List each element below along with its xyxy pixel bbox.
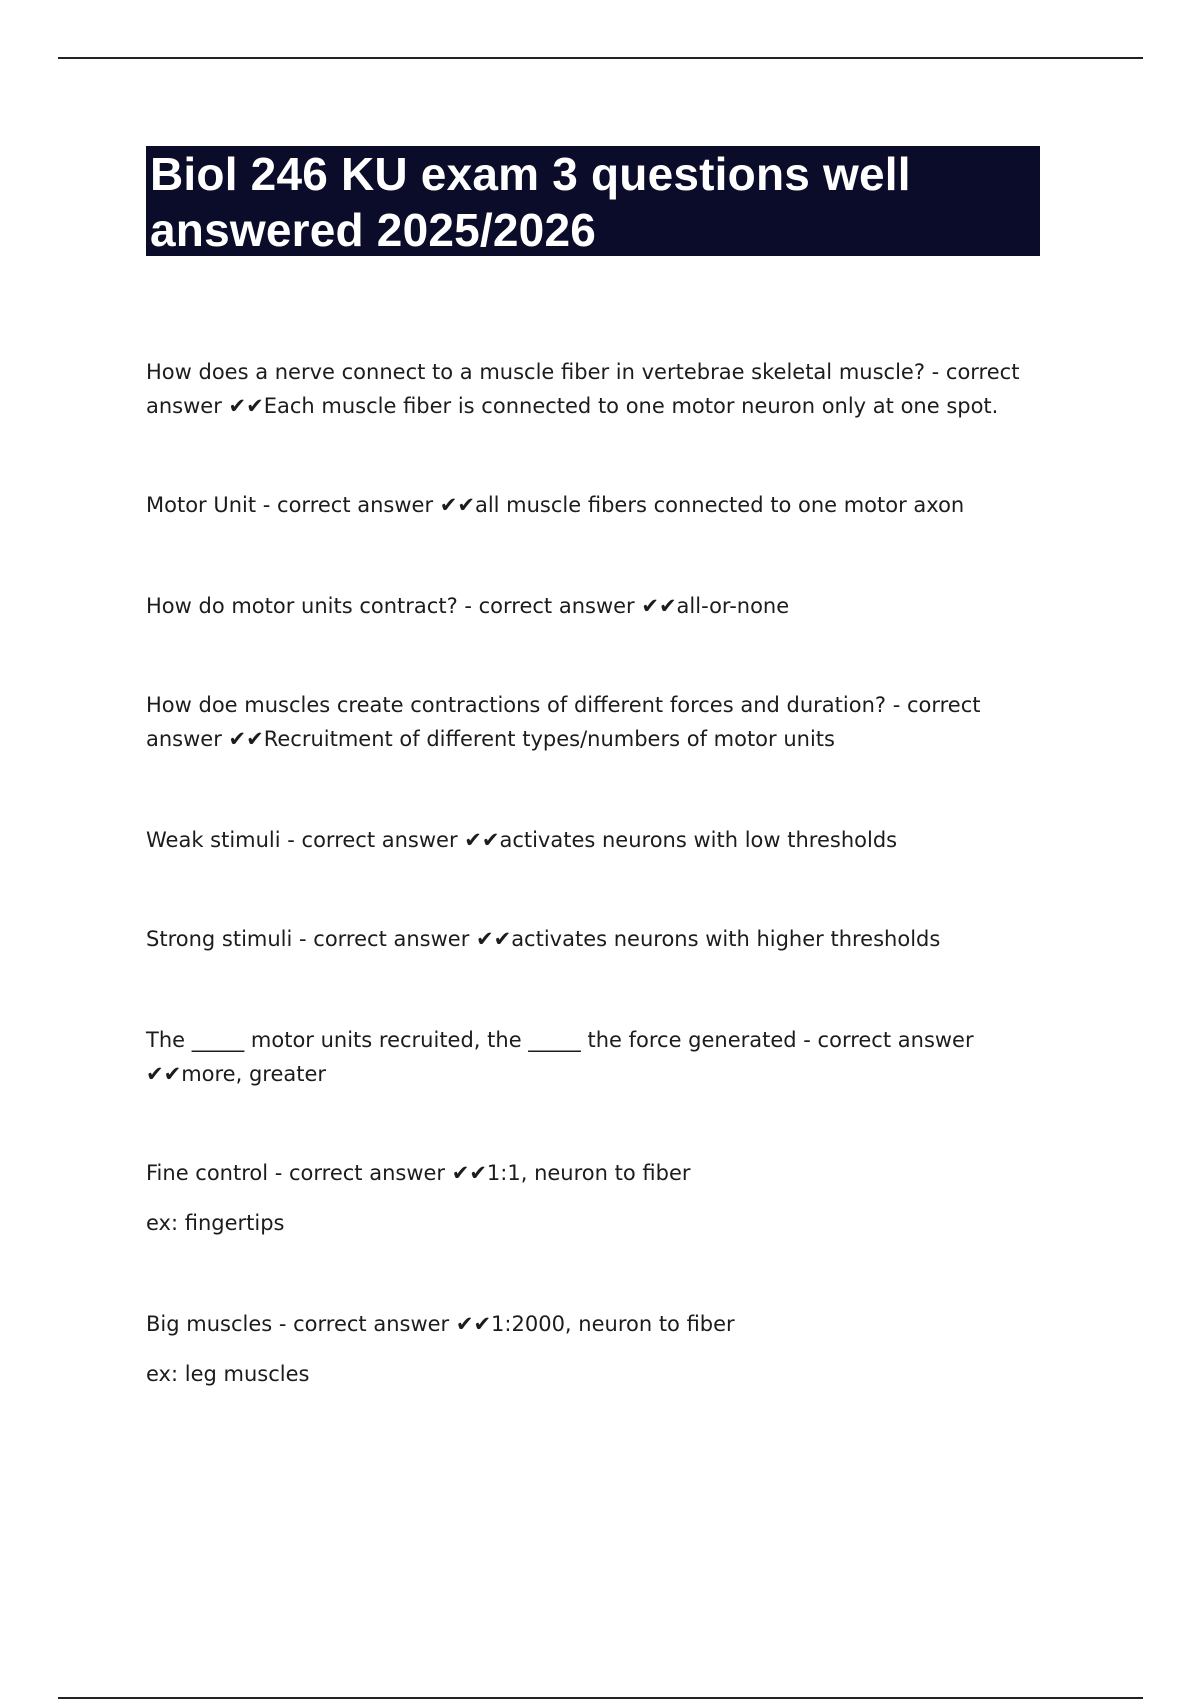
qa-example-fine-control: ex: fingertips [146,1211,285,1235]
qa-entry-weak-stimuli: Weak stimuli - correct answer ✔✔activates neurons with low thresholds [146,828,898,852]
footer-rule [58,1697,1143,1699]
qa-entry-strong-stimuli: Strong stimuli - correct answer ✔✔activates neurons with higher thresholds [146,927,941,951]
header-rule [58,57,1143,59]
qa-entry-fine-control: Fine control - correct answer ✔✔1:1, neuron to fiber [146,1161,691,1185]
qa-entry-big-muscles: Big muscles - correct answer ✔✔1:2000, neuron to fiber [146,1312,735,1336]
qa-entry-motor-units-contract: How do motor units contract? - correct answer ✔✔all-or-none [146,594,790,618]
qa-entry-recruitment-force: The _____ motor units recruited, the _____ the force generated - correct answer ✔✔more, greater [146,1028,974,1086]
qa-entry-motor-unit: Motor Unit - correct answer ✔✔all muscle fibers connected to one motor axon [146,493,965,517]
document-title: Biol 246 KU exam 3 questions well answered 2025/2026 [150,148,911,256]
qa-entry-contraction-forces: How doe muscles create contractions of different forces and duration? - correct answer ✔✔Recruitment of different types/numbers of motor units [146,693,981,751]
qa-example-big-muscles: ex: leg muscles [146,1362,310,1386]
title-banner [146,146,1040,256]
qa-entry-nerve-connection: How does a nerve connect to a muscle fiber in vertebrae skeletal muscle? - correct answer ✔✔Each muscle fiber is connected to one motor neuron only at one spot. [146,360,1020,418]
